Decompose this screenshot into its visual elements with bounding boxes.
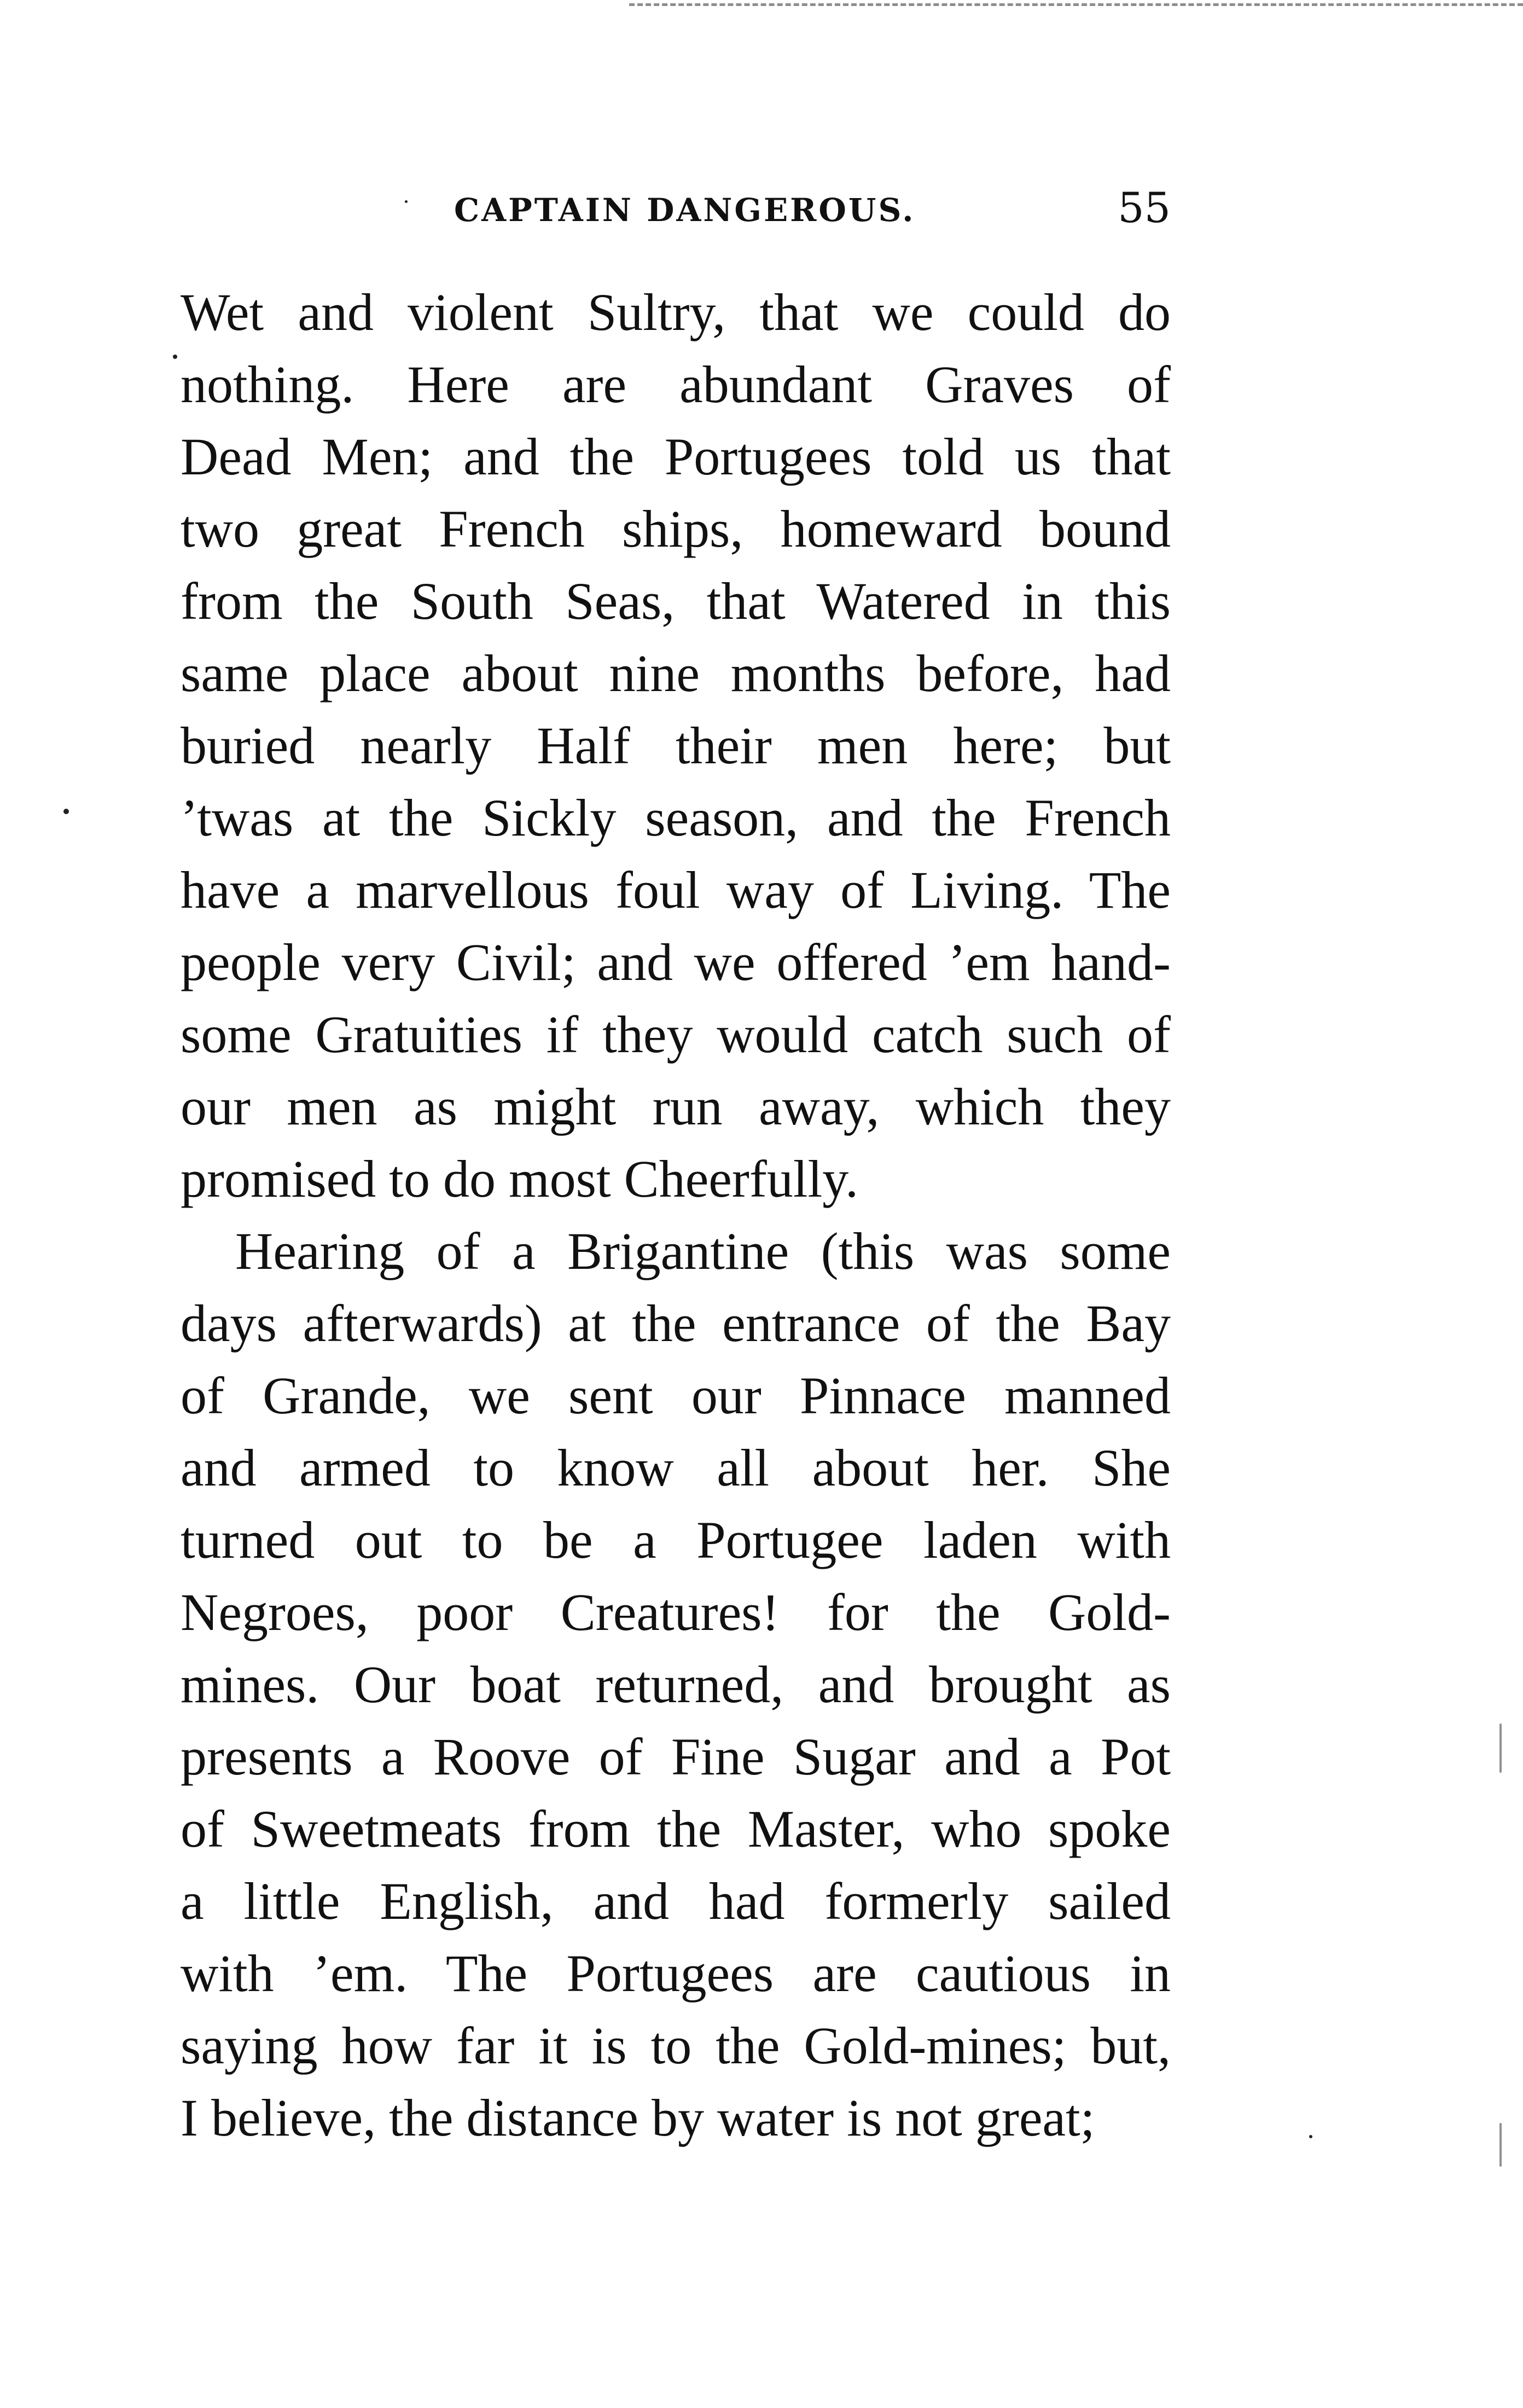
text-line: two great French ships, homeward bound <box>181 500 1171 558</box>
text-line: of Grande, we sent our Pinnace manned <box>181 1366 1171 1425</box>
text-line: with ’em. The Portugees are cautious in <box>181 1944 1171 2003</box>
scan-speck <box>1499 1724 1502 1773</box>
text-line: saying how far it is to the Gold-mines; but, <box>181 2016 1171 2075</box>
text-line: some Gratuities if they would catch such of <box>181 1005 1171 1064</box>
running-head <box>181 178 1171 238</box>
text-line: ’twas at the Sickly season, and the French <box>181 788 1171 847</box>
text-line: nothing. Here are abundant Graves of <box>181 355 1171 414</box>
text-line: Negroes, poor Creatures! for the Gold- <box>181 1583 1171 1641</box>
text-line: I believe, the distance by water is not great; <box>181 2088 1095 2147</box>
text-line: a little English, and had formerly sailed <box>181 1872 1171 1930</box>
page-number: 55 <box>1118 183 1171 232</box>
text-line: our men as might run away, which they <box>181 1077 1171 1136</box>
text-line: mines. Our boat returned, and brought as <box>181 1655 1171 1714</box>
text-line: days afterwards) at the entrance of the Bay <box>181 1294 1171 1353</box>
text-line: buried nearly Half their men here; but <box>181 716 1171 775</box>
scan-speck <box>1499 2123 1502 2167</box>
text-line: same place about nine months before, had <box>181 644 1171 703</box>
text-line: and armed to know all about her. She <box>181 1438 1171 1497</box>
text-line: from the South Seas, that Watered in this <box>181 572 1171 630</box>
text-line: Hearing of a Brigantine (this was some <box>235 1222 1171 1280</box>
text-line: have a marvellous foul way of Living. The <box>181 861 1171 919</box>
body-text <box>181 276 1171 2154</box>
scan-speck <box>173 355 177 359</box>
scan-speck <box>63 809 69 814</box>
text-line: presents a Roove of Fine Sugar and a Pot <box>181 1727 1171 1786</box>
scan-speck <box>405 200 408 203</box>
text-line: people very Civil; and we offered ’em hand- <box>181 933 1171 991</box>
running-head-title: CAPTAIN DANGEROUS. <box>454 192 916 229</box>
text-line: Dead Men; and the Portugees told us that <box>181 427 1171 486</box>
scan-speck <box>1309 2135 1312 2138</box>
text-line: Wet and violent Sultry, that we could do <box>181 283 1171 341</box>
text-line: turned out to be a Portugee laden with <box>181 1511 1171 1569</box>
scan-edge-artifact <box>629 3 1523 6</box>
text-line: of Sweetmeats from the Master, who spoke <box>181 1800 1171 1858</box>
text-line: promised to do most Cheerfully. <box>181 1150 858 1208</box>
